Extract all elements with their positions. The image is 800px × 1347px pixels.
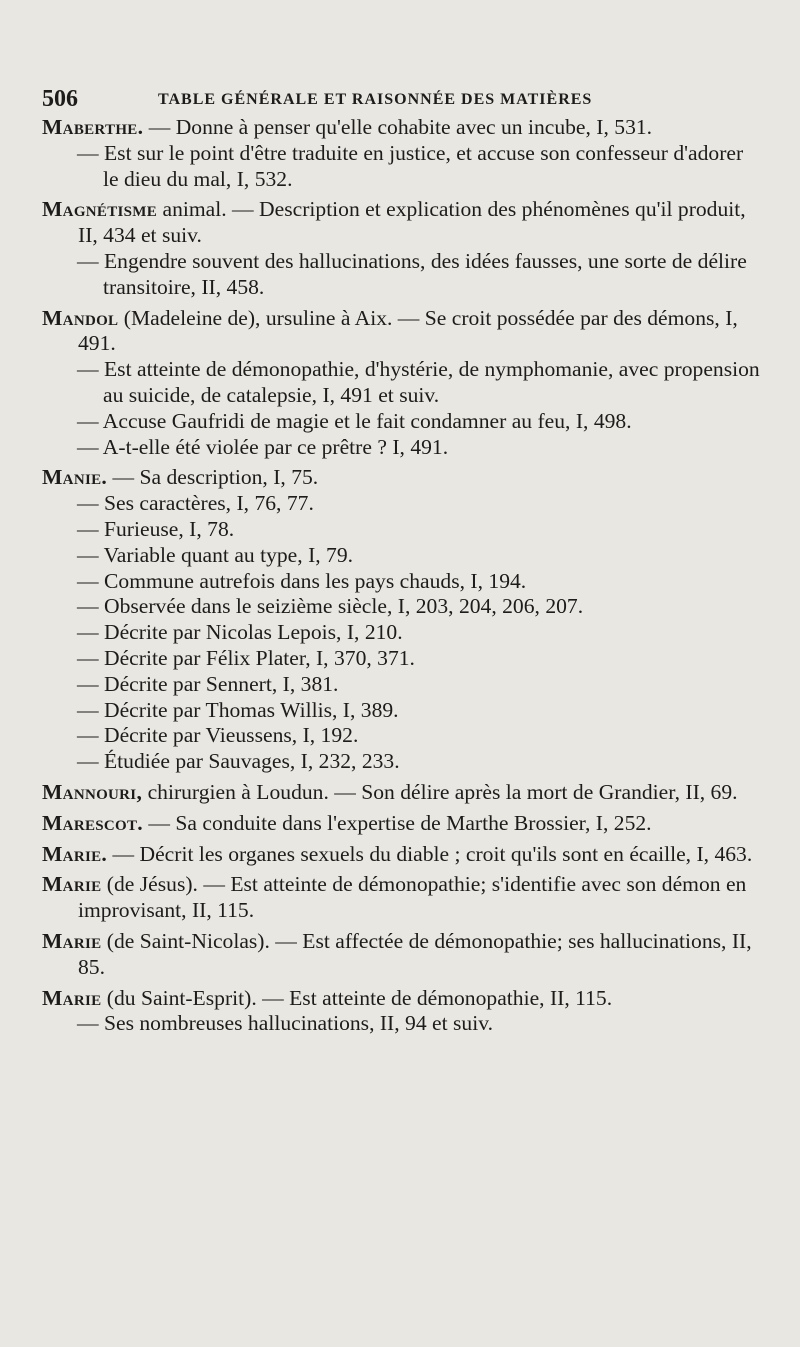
sub-entry: — Décrite par Félix Plater, I, 370, 371. bbox=[77, 645, 415, 670]
index-entry-marie-de-jesus bbox=[42, 872, 762, 924]
sub-entry: — Engendre souvent des hallucinations, des idées fausses, une sorte de délire transitoire, II, 458. bbox=[77, 248, 747, 299]
entry-headword: Magnétisme bbox=[42, 197, 158, 222]
sub-entry: — Décrite par Sennert, I, 381. bbox=[77, 671, 339, 696]
entry-text: animal. — Description et explication des phénomènes qu'il produit, II, 434 et suiv. bbox=[78, 197, 746, 248]
entry-text: — Sa description, I, 75. bbox=[112, 465, 319, 490]
index-entry-marescot bbox=[42, 811, 762, 837]
entry-headword: Marie bbox=[42, 928, 102, 953]
sub-entry: — Décrite par Vieussens, I, 192. bbox=[77, 723, 359, 748]
index-entry-manie bbox=[42, 465, 762, 491]
entry-text: — Décrit les organes sexuels du diable ; croit qu'ils sont en écaille, I, 463. bbox=[112, 841, 753, 866]
index-entry-marie bbox=[42, 842, 762, 868]
index-entries bbox=[42, 115, 762, 1037]
entry-headword: Maberthe. bbox=[42, 115, 144, 139]
sub-entry: — A-t-elle été violée par ce prêtre ? I, 491. bbox=[77, 434, 449, 459]
entry-text: (de Saint-Nicolas). — Est affectée de démonopathie; ses hallucinations, II, 85. bbox=[78, 928, 752, 979]
entry-headword: Marie bbox=[42, 872, 102, 897]
index-entry-mannouri bbox=[42, 780, 762, 806]
entry-text: chirurgien à Loudun. — Son délire après la mort de Grandier, II, 69. bbox=[147, 779, 738, 804]
sub-entry: — Est atteinte de démonopathie, d'hystérie, de nymphomanie, avec propension au suicide, de catalepsie, I, 491 et suiv. bbox=[77, 357, 760, 407]
sub-entry: — Variable quant au type, I, 79. bbox=[77, 542, 354, 567]
entry-headword: Manie. bbox=[42, 465, 108, 490]
index-entry-marie-du-saint-esprit bbox=[42, 986, 762, 1012]
entry-headword: Marie bbox=[42, 985, 102, 1010]
sub-entry: — Observée dans le seizième siècle, I, 203, 204, 206, 207. bbox=[77, 594, 584, 619]
index-entry-magnetisme bbox=[42, 197, 762, 249]
index-entry-maberthe bbox=[42, 115, 762, 141]
entry-headword: Mandol bbox=[42, 305, 119, 330]
entry-headword: Marie. bbox=[42, 841, 108, 866]
sub-entry: — Ses nombreuses hallucinations, II, 94 et suiv. bbox=[77, 1011, 494, 1036]
sub-entry: — Décrite par Nicolas Lepois, I, 210. bbox=[77, 620, 403, 645]
page-header bbox=[42, 86, 762, 116]
entry-text: (de Jésus). — Est atteinte de démonopathie; s'identifie avec son démon en improvisant, II, 115. bbox=[78, 872, 747, 923]
running-title: TABLE GÉNÉRALE ET RAISONNÉE DES MATIÈRES bbox=[158, 91, 593, 108]
entry-text: — Sa conduite dans l'expertise de Marthe Brossier, I, 252. bbox=[148, 810, 652, 835]
entry-headword: Marescot. bbox=[42, 810, 143, 835]
sub-entry: — Accuse Gaufridi de magie et le fait condamner au feu, I, 498. bbox=[77, 408, 632, 433]
entry-headword: Mannouri, bbox=[42, 779, 143, 804]
sub-entry: — Étudiée par Sauvages, I, 232, 233. bbox=[77, 749, 400, 774]
index-entry-mandol bbox=[42, 306, 762, 358]
entry-text: — Donne à penser qu'elle cohabite avec un incube, I, 531. bbox=[148, 115, 653, 139]
entry-text: (du Saint-Esprit). — Est atteinte de démonopathie, II, 115. bbox=[106, 985, 613, 1010]
sub-entry: — Est sur le point d'être traduite en justice, et accuse son confesseur d'adorer le dieu du mal, I, 532. bbox=[77, 140, 744, 191]
sub-entry: — Commune autrefois dans les pays chauds, I, 194. bbox=[77, 568, 527, 593]
page-number: 506 bbox=[42, 86, 78, 112]
sub-entry: — Décrite par Thomas Willis, I, 389. bbox=[77, 697, 399, 722]
sub-entry: — Furieuse, I, 78. bbox=[77, 516, 235, 541]
sub-entry: — Ses caractères, I, 76, 77. bbox=[77, 491, 314, 516]
entry-text: (Madeleine de), ursuline à Aix. — Se croit possédée par des démons, I, 491. bbox=[78, 305, 738, 356]
index-entry-marie-de-saint-nicolas bbox=[42, 929, 762, 981]
